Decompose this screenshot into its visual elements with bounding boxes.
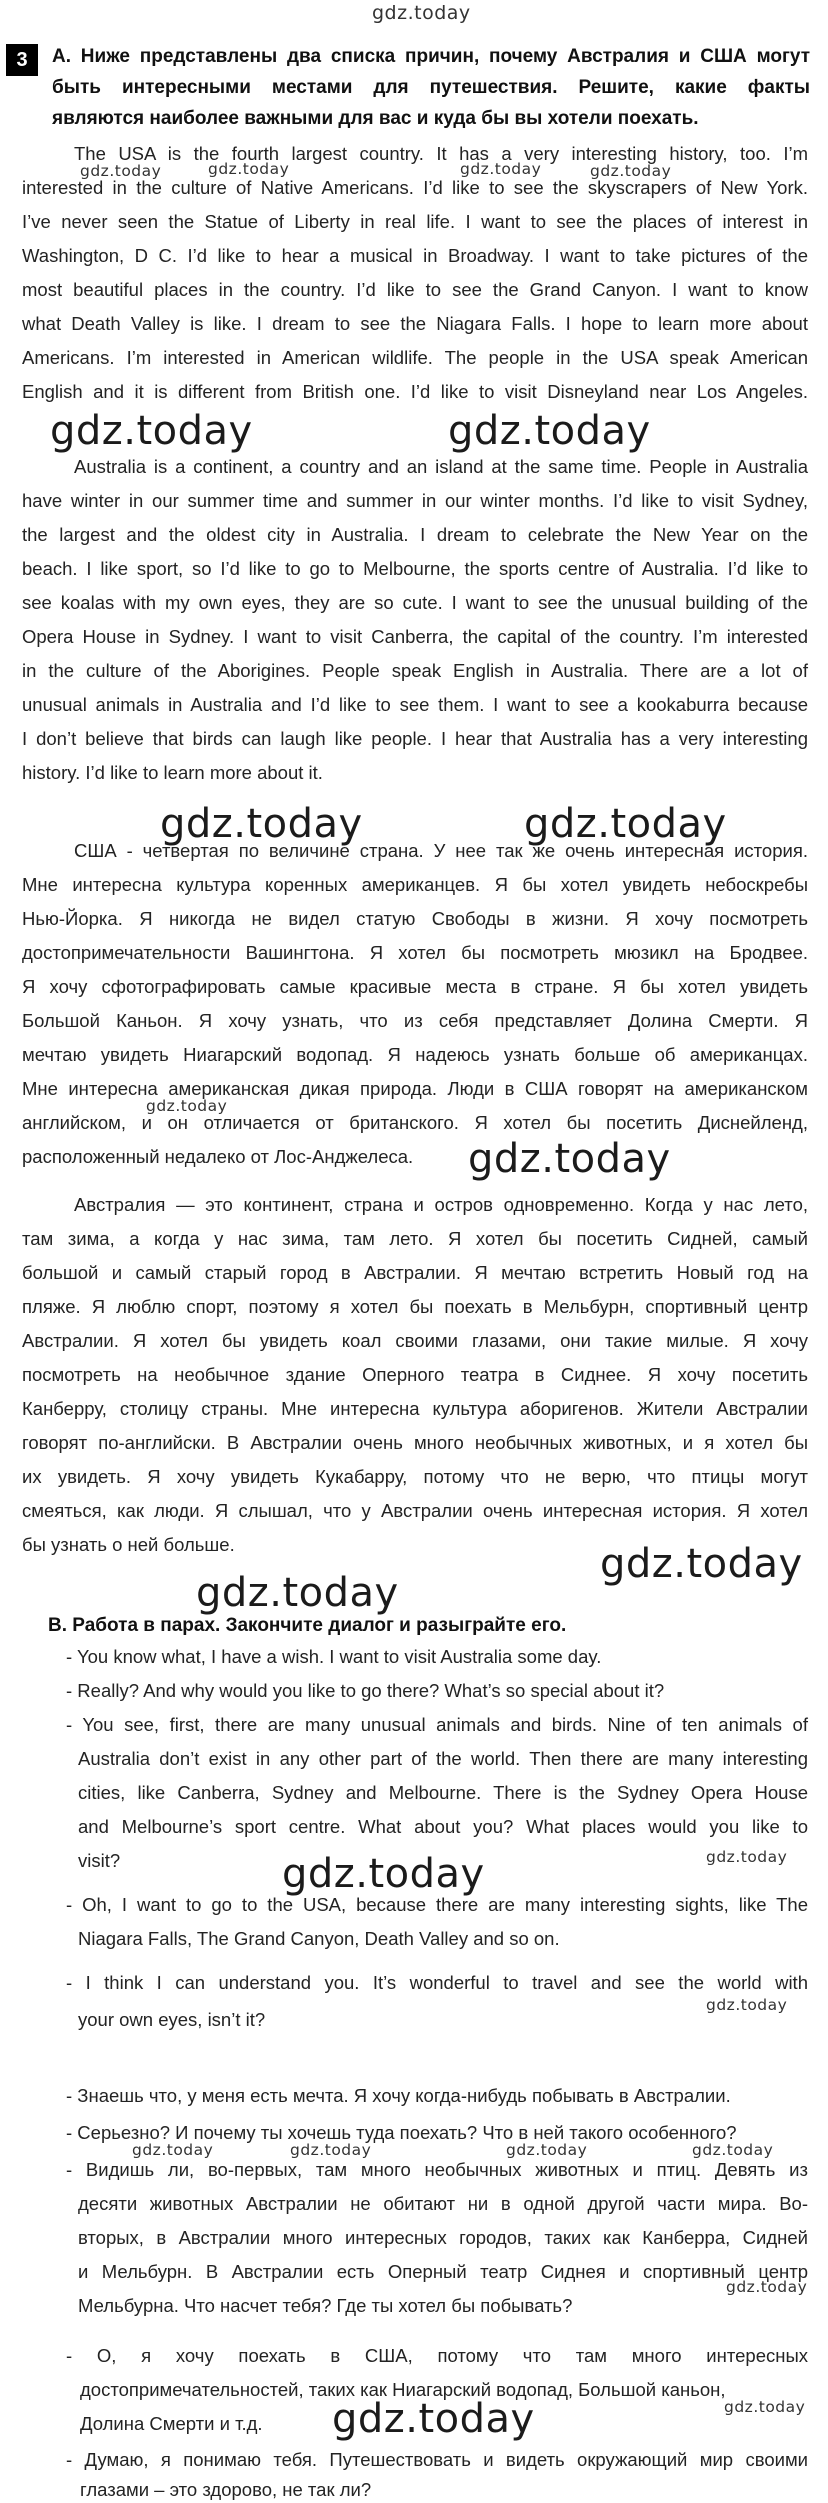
watermark-large: gdz.today [468,1136,671,1182]
usa-en-line: The USA is the fourth largest country. It has a very interesting history, too. I’m [74,143,808,164]
aus-en-line: the largest and the oldest city in Australia. I dream to celebrate the New Year on the [22,524,808,545]
watermark: gdz.today [290,2141,372,2159]
watermark-large: gdz.today [600,1541,803,1587]
watermark: gdz.today [146,1097,228,1115]
usa-ru-line: Нью-Йорка. Я никогда не видел статую Свободы в жизни. Я хочу посмотреть [22,908,808,929]
aus-ru-line: посмотреть на необычное здание Оперного театра в Сиднее. Я хочу посетить [22,1364,808,1385]
dialog-ru-line: - Видишь ли, во-первых, там много необычных животных и птиц. Девять из [66,2159,808,2180]
dialog-en-line: - I think I can understand you. It’s wonderful to travel and see the world with [66,1972,808,1993]
watermark: gdz.today [692,2141,774,2159]
usa-en-line: what Death Valley is like. I dream to see the Niagara Falls. I hope to learn more about [22,313,808,334]
aus-en-line: Australia is a continent, a country and an island at the same time. People in Australia [74,456,808,477]
usa-en-line: English and it is different from British one. I’d like to visit Disneyland near Los Angeles. [22,381,808,402]
watermark-large: gdz.today [50,408,253,454]
watermark: gdz.today [460,160,542,178]
watermark: gdz.today [706,1996,788,2014]
usa-en-line: Washington, D C. I’d like to hear a musical in Broadway. I want to take pictures of the [22,245,808,266]
dialog-en-line: - Oh, I want to go to the USA, because there are many interesting sights, like The [66,1894,808,1915]
watermark: gdz.today [590,162,672,180]
aus-ru-line: большой и самый старый город в Австралии. Я мечтаю встретить Новый год на [22,1262,808,1283]
aus-en-line: see koalas with my own eyes, they are so cute. I want to see the unusual building of the [22,592,808,613]
watermark: gdz.today [132,2141,214,2159]
header-a-line: быть интересными местами для путешествия. Решите, какие факты [52,77,810,98]
watermark: gdz.today [80,162,162,180]
aus-en-line: unusual animals in Australia and I’d like to see them. I want to see a kookaburra because [22,694,808,715]
usa-ru-line: Мне интересна культура коренных американцев. Я бы хотел увидеть небоскребы [22,874,808,895]
dialog-ru-line: - О, я хочу поехать в США, потому что там много интересных [66,2345,808,2366]
dialog-ru-line: Мельбурна. Что насчет тебя? Где ты хотел бы побывать? [78,2295,573,2316]
aus-en-line: Opera House in Sydney. I want to visit Canberra, the capital of the country. I’m interested [22,626,808,647]
watermark: gdz.today [208,160,290,178]
dialog-en-line: Australia don’t exist in any other part of the world. Then there are many interesting [78,1748,808,1769]
aus-ru-line: Австралии. Я хотел бы увидеть коал своими глазами, они такие милые. Я хочу [22,1330,808,1351]
aus-ru-line: пляже. Я люблю спорт, поэтому я хотел бы поехать в Мельбурн, спортивный центр [22,1296,808,1317]
aus-ru-line: бы узнать о ней больше. [22,1534,235,1555]
dialog-ru-line: десяти животных Австралии не обитают ни в одной другой части мира. Во- [78,2193,808,2214]
watermark-large: gdz.today [332,2396,535,2442]
dialog-ru-line: глазами – это здорово, не так ли? [80,2479,372,2500]
usa-en-line: most beautiful places in the country. I’d like to see the Grand Canyon. I want to know [22,279,808,300]
usa-ru-line: достопримечательности Вашингтона. Я хотел бы посмотреть мюзикл на Бродвее. [22,942,808,963]
dialog-ru-line: и Мельбурн. В Австралии есть Оперный театр Сиднея и спортивный центр [78,2261,808,2282]
watermark: gdz.today [506,2141,588,2159]
watermark-top: gdz.today [372,2,471,24]
watermark-large: gdz.today [160,801,363,847]
dialog-en-line: cities, like Canberra, Sydney and Melbourne. There is the Sydney Opera House [78,1782,808,1803]
usa-ru-line: США - четвертая по величине страна. У нее так же очень интересная история. [74,840,808,861]
aus-ru-line: говорят по-английски. В Австралии очень много необычных животных, и я хотел бы [22,1432,808,1453]
watermark: gdz.today [724,2398,806,2416]
usa-en-line: Americans. I’m interested in American wildlife. The people in the USA speak American [22,347,808,368]
usa-ru-line: Большой Каньон. Я хочу узнать, что из себя представляет Долина Смерти. Я [22,1010,808,1031]
watermark-large: gdz.today [196,1570,399,1616]
watermark: gdz.today [706,1848,788,1866]
aus-ru-line: смеяться, как люди. Я слышал, что у Австралии очень интересная история. Я хотел [22,1500,808,1521]
dialog-ru-line: вторых, в Австралии много интересных городов, таких как Канберра, Сидней [78,2227,808,2248]
header-a-line: А. Ниже представлены два списка причин, почему Австралия и США могут [52,46,810,67]
dialog-ru-line: Долина Смерти и т.д. [80,2413,263,2434]
aus-en-line: in the culture of the Aborigines. People speak English in Australia. There are a lot of [22,660,808,681]
dialog-ru-line: - Серьезно? И почему ты хочешь туда поехать? Что в ней такого особенного? [66,2122,737,2143]
dialog-en-line: - You see, first, there are many unusual animals and birds. Nine of ten animals of [66,1714,808,1735]
usa-ru-line: расположенный недалеко от Лос-Анджелеса. [22,1146,414,1167]
aus-ru-line: там зима, а когда у нас зима, там лето. Я хотел бы посетить Сидней, самый [22,1228,808,1249]
header-b: В. Работа в парах. Закончите диалог и разыграйте его. [48,1615,567,1636]
dialog-ru-line: - Знаешь что, у меня есть мечта. Я хочу когда-нибудь побывать в Австралии. [66,2085,731,2106]
dialog-en-line: your own eyes, isn’t it? [78,2009,266,2030]
usa-en-line: I’ve never seen the Statue of Liberty in real life. I want to see the places of interest in [22,211,808,232]
aus-en-line: beach. I like sport, so I’d like to go to Melbourne, the sports centre of Australia. I’d like to [22,558,808,579]
watermark-large: gdz.today [282,1851,485,1897]
header-a-line: являются наиболее важными для вас и куда бы вы хотели поехать. [52,108,699,129]
usa-ru-line: английском, и он отличается от британского. Я хотел бы посетить Диснейленд, [22,1112,808,1133]
aus-ru-line: их увидеть. Я хочу увидеть Кукабарру, потому что не верю, что птицы могут [22,1466,808,1487]
watermark: gdz.today [726,2278,808,2296]
aus-en-line: have winter in our summer time and summer in our winter months. I’d like to visit Sydney, [22,490,808,511]
usa-en-line: interested in the culture of Native Americans. I’d like to see the skyscrapers of New York. [22,177,808,198]
usa-ru-line: Я хочу сфотографировать самые красивые места в стране. Я бы хотел увидеть [22,976,808,997]
dialog-ru-line: достопримечательностей, таких как Ниагарский водопад, Большой каньон, [80,2379,726,2400]
watermark-large: gdz.today [448,408,651,454]
aus-ru-line: Австралия — это континент, страна и остров одновременно. Когда у нас лето, [74,1194,808,1215]
aus-en-line: history. I’d like to learn more about it. [22,762,323,783]
dialog-en-line: Niagara Falls, The Grand Canyon, Death Valley and so on. [78,1928,560,1949]
aus-ru-line: Канберру, столицу страны. Мне интересна культура аборигенов. Жители Австралии [22,1398,808,1419]
watermark-large: gdz.today [524,801,727,847]
task-number-badge: 3 [6,44,38,76]
dialog-en-line: and Melbourne’s sport centre. What about you? What places would you like to [78,1816,808,1837]
dialog-en-line: visit? [78,1850,121,1871]
dialog-en-line: - Really? And why would you like to go there? What’s so special about it? [66,1680,665,1701]
usa-ru-line: Мне интересна американская дикая природа. Люди в США говорят на американском [22,1078,808,1099]
dialog-en-line: - You know what, I have a wish. I want to visit Australia some day. [66,1646,602,1667]
usa-ru-line: мечтаю увидеть Ниагарский водопад. Я надеюсь узнать больше об американцах. [22,1044,808,1065]
dialog-ru-line: - Думаю, я понимаю тебя. Путешествовать и видеть окружающий мир своими [66,2449,808,2470]
aus-en-line: I don’t believe that birds can laugh like people. I hear that Australia has a very interesting [22,728,808,749]
